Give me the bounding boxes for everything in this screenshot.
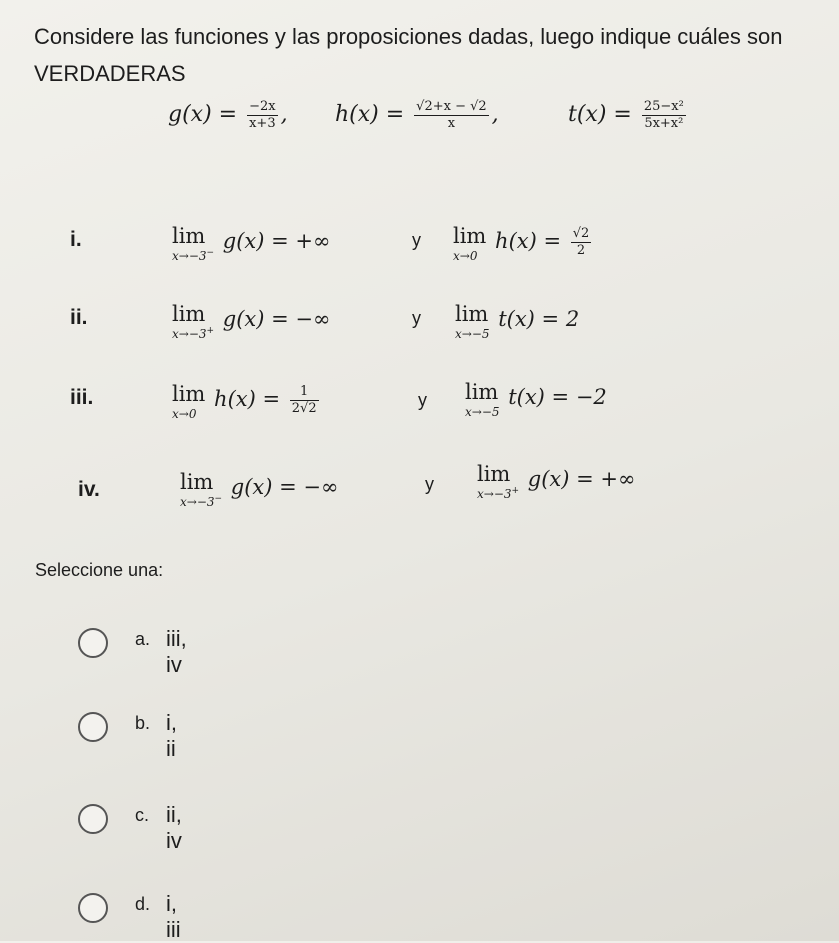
function-t-fraction [642, 100, 686, 130]
proposition-4-limit-a [180, 472, 338, 508]
lim-subscript: x→0 [453, 249, 478, 263]
lim-word: lim [172, 224, 206, 248]
option-c-text: ii, iv [166, 802, 182, 853]
limit-fraction-denominator: 2 [576, 243, 586, 258]
lim-side: − [214, 494, 223, 504]
proposition-1-conjunction: y [412, 230, 421, 250]
limit-fraction [290, 385, 319, 415]
lim-subscript: x→−3 [172, 327, 207, 341]
limit-body: g(x) = −∞ [222, 307, 331, 331]
proposition-1-numeral: i. [70, 228, 82, 251]
option-b-letter: b. [135, 713, 151, 733]
limit-fraction-denominator: 2√2 [291, 401, 317, 416]
lim-subscript: x→−5 [455, 327, 490, 341]
option-d-text: i, iii [166, 891, 181, 942]
prompt-line-1: Considere las funciones y las proposiciones dadas, luego indique cuáles son [34, 24, 783, 49]
option-d-letter: d. [135, 894, 151, 914]
proposition-1-limit-b [453, 226, 594, 262]
option-b-text: i, ii [166, 710, 177, 761]
radio-button-d[interactable] [78, 893, 108, 923]
limit-fraction-numerator: 1 [290, 385, 319, 401]
lim-word: lim [172, 302, 206, 326]
proposition-2-conjunction: y [412, 308, 421, 328]
lim-subscript: x→−3 [180, 495, 215, 509]
lim-subscript: x→−5 [465, 405, 500, 419]
function-h-numerator: √2+x − √2 [416, 99, 487, 114]
function-g-lhs: g(x) = [168, 102, 238, 128]
function-t-lhs: t(x) = [568, 102, 632, 128]
limit-body: g(x) = +∞ [222, 229, 331, 253]
lim-word: lim [453, 224, 487, 248]
option-c-letter: c. [135, 805, 150, 825]
proposition-2-limit-a [172, 304, 330, 340]
lim-side: + [511, 486, 520, 496]
limit-body: h(x) = [214, 387, 281, 411]
proposition-3-numeral: iii. [70, 386, 94, 409]
limit-body: h(x) = [495, 229, 562, 253]
lim-subscript: x→0 [172, 407, 197, 421]
lim-side: − [206, 248, 215, 258]
proposition-3-limit-b [465, 382, 607, 418]
lim-subscript: x→−3 [477, 487, 512, 501]
proposition-3-conjunction: y [418, 390, 427, 410]
proposition-2-numeral: ii. [70, 306, 88, 329]
limit-body: g(x) = +∞ [527, 467, 636, 491]
limit-body: t(x) = 2 [498, 307, 580, 331]
lim-word: lim [465, 380, 499, 404]
lim-word: lim [477, 462, 511, 486]
radio-button-c[interactable] [78, 804, 108, 834]
function-g-separator: , [280, 102, 288, 128]
function-h-denominator: x [447, 115, 456, 131]
proposition-2-limit-b [455, 304, 579, 340]
radio-button-a[interactable] [78, 628, 108, 658]
function-g-denominator: x+3 [249, 115, 276, 131]
option-a-letter: a. [135, 629, 151, 649]
select-one-label: Seleccione una: [35, 560, 164, 580]
lim-word: lim [172, 382, 206, 406]
lim-word: lim [180, 470, 214, 494]
function-h [335, 100, 499, 130]
limit-fraction [571, 227, 592, 257]
radio-button-b[interactable] [78, 712, 108, 742]
limit-body: g(x) = −∞ [230, 475, 339, 499]
function-t [568, 100, 689, 130]
lim-word: lim [455, 302, 489, 326]
function-g-fraction [247, 100, 278, 130]
question-prompt [34, 18, 834, 92]
prompt-line-2: VERDADERAS [34, 61, 186, 86]
function-h-lhs: h(x) = [335, 102, 405, 128]
function-g-numerator: −2x [249, 99, 276, 114]
proposition-4-conjunction: y [425, 474, 434, 494]
function-t-denominator: 5x+x² [644, 115, 684, 131]
function-t-numerator: 25−x² [643, 99, 684, 114]
proposition-4-numeral: iv. [78, 478, 100, 501]
proposition-4-limit-b [477, 464, 635, 500]
option-a-text: iii, iv [166, 626, 187, 677]
limit-body: t(x) = −2 [508, 385, 607, 409]
proposition-3-limit-a [172, 384, 322, 420]
function-g [168, 100, 288, 130]
lim-side: + [206, 326, 215, 336]
limit-fraction-numerator: √2 [572, 226, 590, 242]
lim-subscript: x→−3 [172, 249, 207, 263]
function-h-fraction [414, 100, 489, 130]
function-h-separator: , [491, 102, 499, 128]
proposition-1-limit-a [172, 226, 330, 262]
